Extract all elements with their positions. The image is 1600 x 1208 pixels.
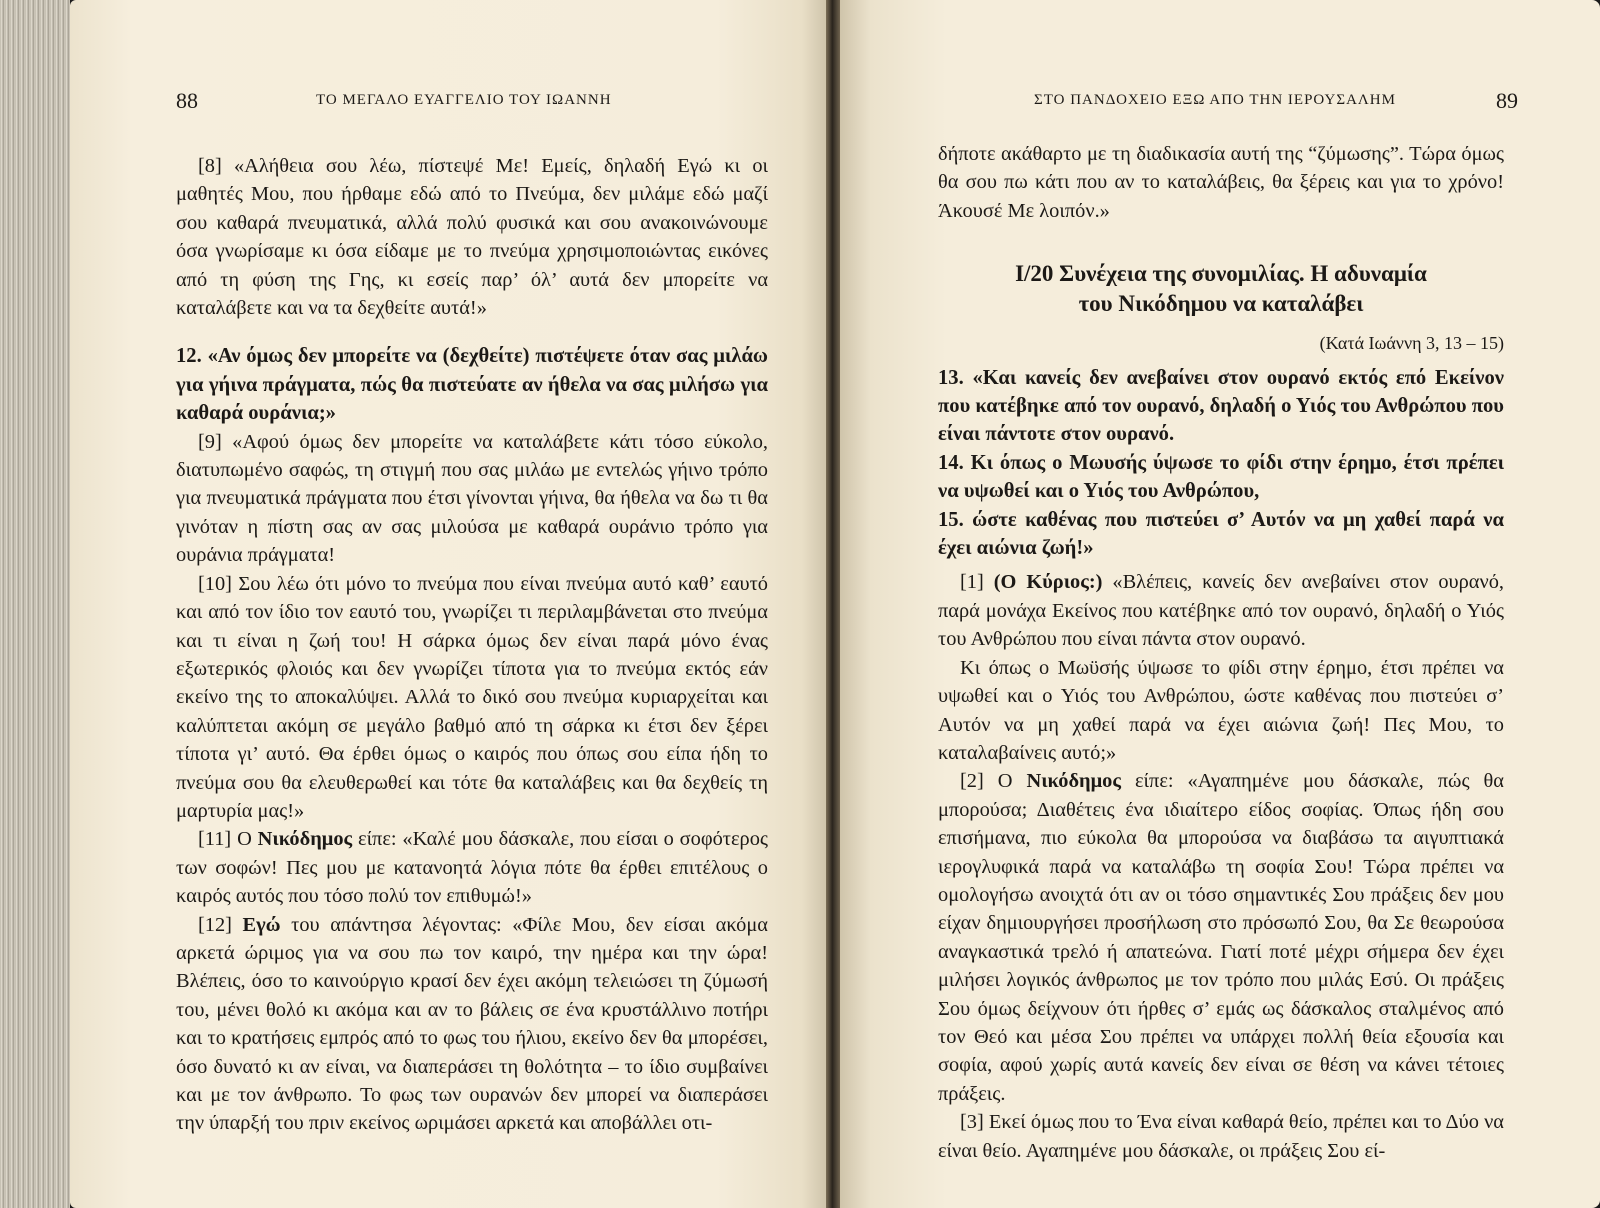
right-page-number: 89 — [1496, 88, 1518, 113]
verse-15: 15. ώστε καθένας που πιστεύει σ’ Αυτόν να μη χαθεί παρά να έχει αιώνια ζωή!» — [938, 508, 1504, 560]
right-running-header: ΣΤΟ ΠΑΝΔΟΧΕΙΟ ΕΞΩ ΑΠΟ ΤΗΝ ΙΕΡΟΥΣΑΛΗΜ — [1034, 92, 1396, 108]
page-edges — [0, 0, 70, 1208]
paragraph-12 — [176, 911, 768, 1138]
paragraph-2-text: είπε: «Αγαπημένε μου δάσκαλε, πώς θα μπορούσα; Διαθέτεις ένα ιδιαίτερο είδος σοφίας. Όπως ήδη σου επισήμανα, πιο εύκολα θα μπορούσα να διαβάσω τα αιγυπτιακά ιερογλυφικά παρά να καταλάβω τη σοφία Σου! Τώρα πρέπει να ομολογήσω ανοιχτά ότι αν οι τόσο σημαντικές Σου πράξεις δεν μου είχαν δημιουργήσει προσήλωση στο πρόσωπό Σου, θα Σε θεωρούσα αναγκαστικά τρελό ή απατεώνα. Γιατί ποτέ μέχρι σήμερα δεν έχει μιλήσει λογικός άνθρωπος με τον τρόπο που μιλάς Εσύ. Οι πράξεις Σου όμως δείχνουν ότι ήρθες σ’ εμάς ως δάσκαλος σταλμένος από τον Θεό και μέσα Σου πρέπει να υπάρχει πολλή θεία εξουσία και σοφία, αφού χωρίς αυτά κανείς δεν είναι σε θέση να κάνει τέτοιες πράξεις. — [938, 770, 1504, 1105]
speaker-nicodemus-2: Νικόδημος — [1026, 770, 1121, 793]
paragraph-3: [3] Εκεί όμως που το Ένα είναι καθαρά θείο, πρέπει και το Δύο να είναι θείο. Αγαπημένε μου δάσκαλε, οι πράξεις Σου εί- — [938, 1111, 1504, 1162]
paragraph-9: [9] «Αφού όμως δεν μπορείτε να καταλάβετε κάτι τόσο εύκολο, διατυπωμένο σαφώς, τη στιγμή που σας μιλάω με εντελώς γήινο τρόπο για πνευματικά πράγματα που έτσι γίνονται γήινα, θα ήθελα να δω τι θα γινόταν η πίστη σας αν σας μιλούσα με καθαρά ουράνιο τρόπο για ουράνια πράγματα! — [176, 430, 768, 567]
speaker-ego: Εγώ — [242, 913, 281, 936]
paragraph-1-continued: Κι όπως ο Μωϋσής ύψωσε το φίδι στην έρημο, έτσι πρέπει να υψωθεί και ο Υιός του Ανθρώπου, ώστε καθένας που πιστεύει σ’ Αυτόν να μη χαθεί παρά να έχει αιώνια ζωή! Πες Μου, το καταλαβαίνεις αυτό;» — [938, 656, 1504, 764]
left-page-number: 88 — [176, 88, 198, 113]
paragraph-12-text: του απάντησα λέγοντας: «Φίλε Μου, δεν είσαι ακόμα αρκετά ώριμος για να σου πω τον καιρό, την ημέρα και την ώρα! Βλέπεις, όσο το καινούργιο κρασί δεν έχει ακόμη τελειώσει τη ζύμωσή του, μένει θολό κι ακόμα και αν το βάλεις σε ένα κρυστάλλινο ποτήρι και το κρατήσεις εμπρός από το φως του ήλιου, εκείνο δεν θα μπορέσει, όσο δυνατό κι αν είναι, να διαπεράσει τη θολότητα – το ίδιο συμβαίνει και με τον άνθρωπο. Το φως των ουρανών δεν μπορεί να διαπεράσει την ύπαρξή του πριν εκείνος ωριμάσει αρκετά και αποβάλλει οτι- — [176, 913, 768, 1135]
section-title — [938, 259, 1504, 319]
paragraph-12-number: [12] — [198, 913, 243, 936]
speaker-nicodemus: Νικόδημος — [257, 828, 353, 851]
speaker-lord: (Ο Κύριος:) — [993, 571, 1103, 594]
paragraph-2 — [938, 767, 1504, 1108]
verse-13: 13. «Και κανείς δεν ανεβαίνει στον ουρανό εκτός επό Εκείνον που κατέβηκε από τον ουρανό, δηλαδή ο Υιός του Ανθρώπου που είναι πάντοτε στον ουρανό. — [938, 366, 1504, 446]
paragraph-1-text: «Βλέπεις, κανείς δεν ανεβαίνει στον ουρανό, παρά μονάχα Εκείνος που κατέβηκε από τον ουρανό, δηλαδή ο Υιός του Ανθρώπου που είναι πάντα στον ουρανό. — [938, 571, 1504, 651]
continuation-paragraph: δήποτε ακάθαρτο με τη διαδικασία αυτή της “ζύμωσης”. Τώρα όμως θα σου πω κάτι που αν το καταλάβεις, θα ξέρεις και για το χρόνο! Άκουσέ Με λοιπόν.» — [938, 143, 1504, 222]
scripture-reference: (Κατά Ιωάννη 3, 13 – 15) — [1319, 333, 1504, 354]
paragraph-11 — [176, 825, 768, 910]
paragraph-11-text: είπε: «Καλέ μου δάσκαλε, που είσαι ο σοφότερος των σοφών! Πες μου με κατανοητά λόγια πότε θα έρθει επιτέλους ο καιρός αυτός που τόσο πολύ τον επιθυμώ!» — [176, 828, 769, 908]
paragraph-8: [8] «Αλήθεια σου λέω, πίστεψέ Με! Εμείς, δηλαδή Εγώ κι οι μαθητές Μου, που ήρθαμε εδώ από το Πνεύμα, δεν μιλάμε εδώ μαζί σου καθαρά πνευματικά, αλλά πολύ φυσικά και σου ανακοινώνουμε όσα γνωρίσαμε κι όσα είδαμε με το πνεύμα χρησιμοποιώντας εικόνες από τη φύση της Γης, κι εσείς παρ’ όλ’ αυτά δεν μπορείτε να καταλάβετε και να τα δεχθείτε αυτά!» — [176, 155, 768, 320]
paragraph-10: [10] Σου λέω ότι μόνο το πνεύμα που είναι πνεύμα αυτό καθ’ εαυτό και από τον ίδιο τον εαυτό του, γνωρίζει τι περιλαμβάνεται στο πνεύμα και τι είναι η ζωή του! Η σάρκα όμως δεν είναι παρά μόνο ένας εξωτερικός φλοιός και δεν γνωρίζει τίποτα για το πνεύμα εκτός εάν εκείνο της το αποκαλύψει. Αλλά το δικό σου πνεύμα κυριαρχείται και καλύπτεται ακόμη σε μεγάλο βαθμό από τη σάρκα κι έτσι δεν ξέρει τίποτα γι’ αυτό. Θα έρθει όμως ο καιρός που όπως σου είπα ήδη το πνεύμα σου θα ελευθερωθεί και τότε θα καταλάβεις και θα δεχθείς τη μαρτυρία μας!» — [176, 572, 768, 822]
paragraph-1-number: [1] — [960, 571, 994, 594]
left-page-body — [176, 152, 768, 1138]
book-gutter — [826, 0, 840, 1208]
verse-14: 14. Κι όπως ο Μωυσής ύψωσε το φίδι στην έρημο, έτσι πρέπει να υψωθεί και ο Υιός του Ανθρώπου, — [938, 451, 1504, 503]
paragraph-2-number: [2] Ο — [960, 770, 1027, 793]
paragraph-11-number: [11] Ο — [198, 828, 258, 851]
right-page-body — [938, 140, 1504, 1165]
section-title-line-2: του Νικόδημου να καταλάβει — [1078, 291, 1364, 317]
verse-12: 12. «Αν όμως δεν μπορείτε να (δεχθείτε) πιστέψετε όταν σας μιλάω για γήινα πράγματα, πώς θα πιστεύατε αν ήθελα να σας μιλήσω για καθαρά ουράνια;» — [176, 345, 768, 425]
left-running-header: ΤΟ ΜΕΓΑΛΟ ΕΥΑΓΓΕΛΙΟ ΤΟΥ ΙΩΑΝΝΗ — [316, 92, 612, 108]
section-title-line-1: Ι/20 Συνέχεια της συνομιλίας. Η αδυναμία — [1015, 261, 1427, 287]
paragraph-1 — [938, 568, 1504, 653]
